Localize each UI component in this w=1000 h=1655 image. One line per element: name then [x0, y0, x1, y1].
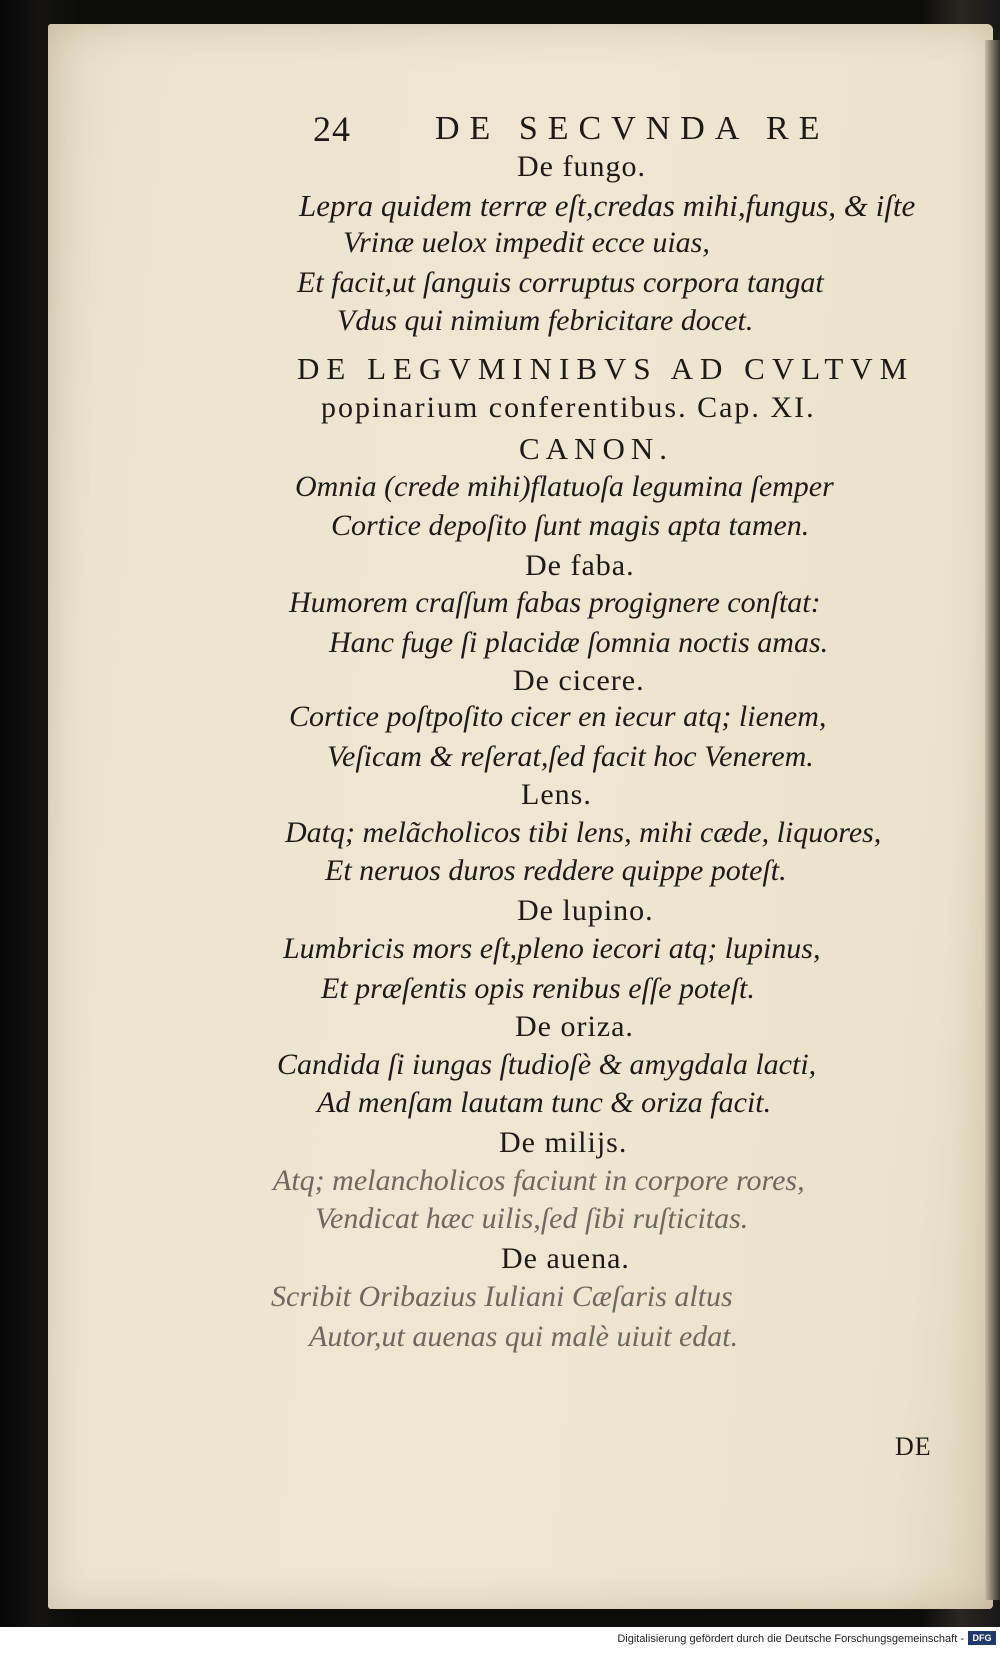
verse-line: Ad menſam lautam tunc & oriza facit.	[317, 1086, 772, 1119]
verse-line: Scribit Oribazius Iuliani Cæſaris altus	[271, 1280, 733, 1313]
verse-line: Lumbricis mors eſt,pleno iecori atq; lupinus,	[283, 932, 821, 965]
section-heading: De auena.	[501, 1242, 630, 1275]
section-heading: De lupino.	[517, 894, 654, 927]
verse-line: Humorem craſſum fabas progignere conſtat:	[289, 586, 821, 619]
verse-line: Hanc fuge ſi placidæ ſomnia noctis amas.	[329, 626, 829, 659]
dfg-logo-icon: DFG	[968, 1631, 996, 1645]
section-heading: De milijs.	[499, 1126, 628, 1159]
page-number: 24	[313, 109, 351, 149]
section-heading: De oriza.	[515, 1010, 634, 1043]
section-heading: Lens.	[521, 778, 592, 811]
section-heading: De faba.	[525, 549, 635, 582]
section-heading: De fungo.	[517, 150, 646, 183]
catchword: DE	[895, 1432, 932, 1461]
verse-line: Atq; melancholicos faciunt in corpore rores,	[273, 1164, 805, 1197]
chapter-title: DE LEGVMINIBVS AD CVLTVM	[297, 351, 915, 386]
section-heading: De cicere.	[513, 664, 645, 697]
verse-line: Vdus qui nimium febricitare docet.	[337, 304, 754, 337]
verse-line: Et neruos duros reddere quippe poteſt.	[325, 854, 787, 887]
verse-line: Veſicam & reſerat,ſed facit hoc Venerem.	[327, 740, 814, 773]
verse-line: Et facit,ut ſanguis corruptus corpora tangat	[297, 266, 824, 299]
verse-line: Vendicat hæc uilis,ſed ſibi ruſticitas.	[315, 1202, 749, 1235]
page-edge	[985, 40, 1000, 1600]
verse-line: Vrinæ uelox impedit ecce uias,	[343, 226, 710, 259]
verse-line: Datq; melãcholicos tibi lens, mihi cæde, liquores,	[285, 816, 882, 849]
footer-credit: Digitalisierung gefördert durch die Deutsche Forschungsgemeinschaft -	[617, 1633, 964, 1645]
verse-line: Autor,ut auenas qui malè uiuit edat.	[309, 1320, 739, 1353]
footer-bar	[0, 1627, 1000, 1655]
verse-line: Candida ſi iungas ſtudioſè & amygdala lacti,	[277, 1048, 817, 1081]
verse-line: Omnia (crede mihi)flatuoſa legumina ſemper	[295, 470, 834, 503]
section-heading: CANON.	[519, 431, 673, 466]
verse-line: Cortice depoſito ſunt magis apta tamen.	[331, 509, 810, 542]
running-title: DE SECVNDA RE	[435, 110, 830, 147]
verse-line: Lepra quidem terræ eſt,credas mihi,fungus, & iſte	[299, 188, 916, 223]
chapter-subtitle: popinarium conferentibus. Cap. XI.	[321, 391, 816, 424]
verse-line: Et præſentis opis renibus eſſe poteſt.	[321, 972, 755, 1005]
verse-line: Cortice poſtpoſito cicer en iecur atq; lienem,	[289, 700, 827, 733]
